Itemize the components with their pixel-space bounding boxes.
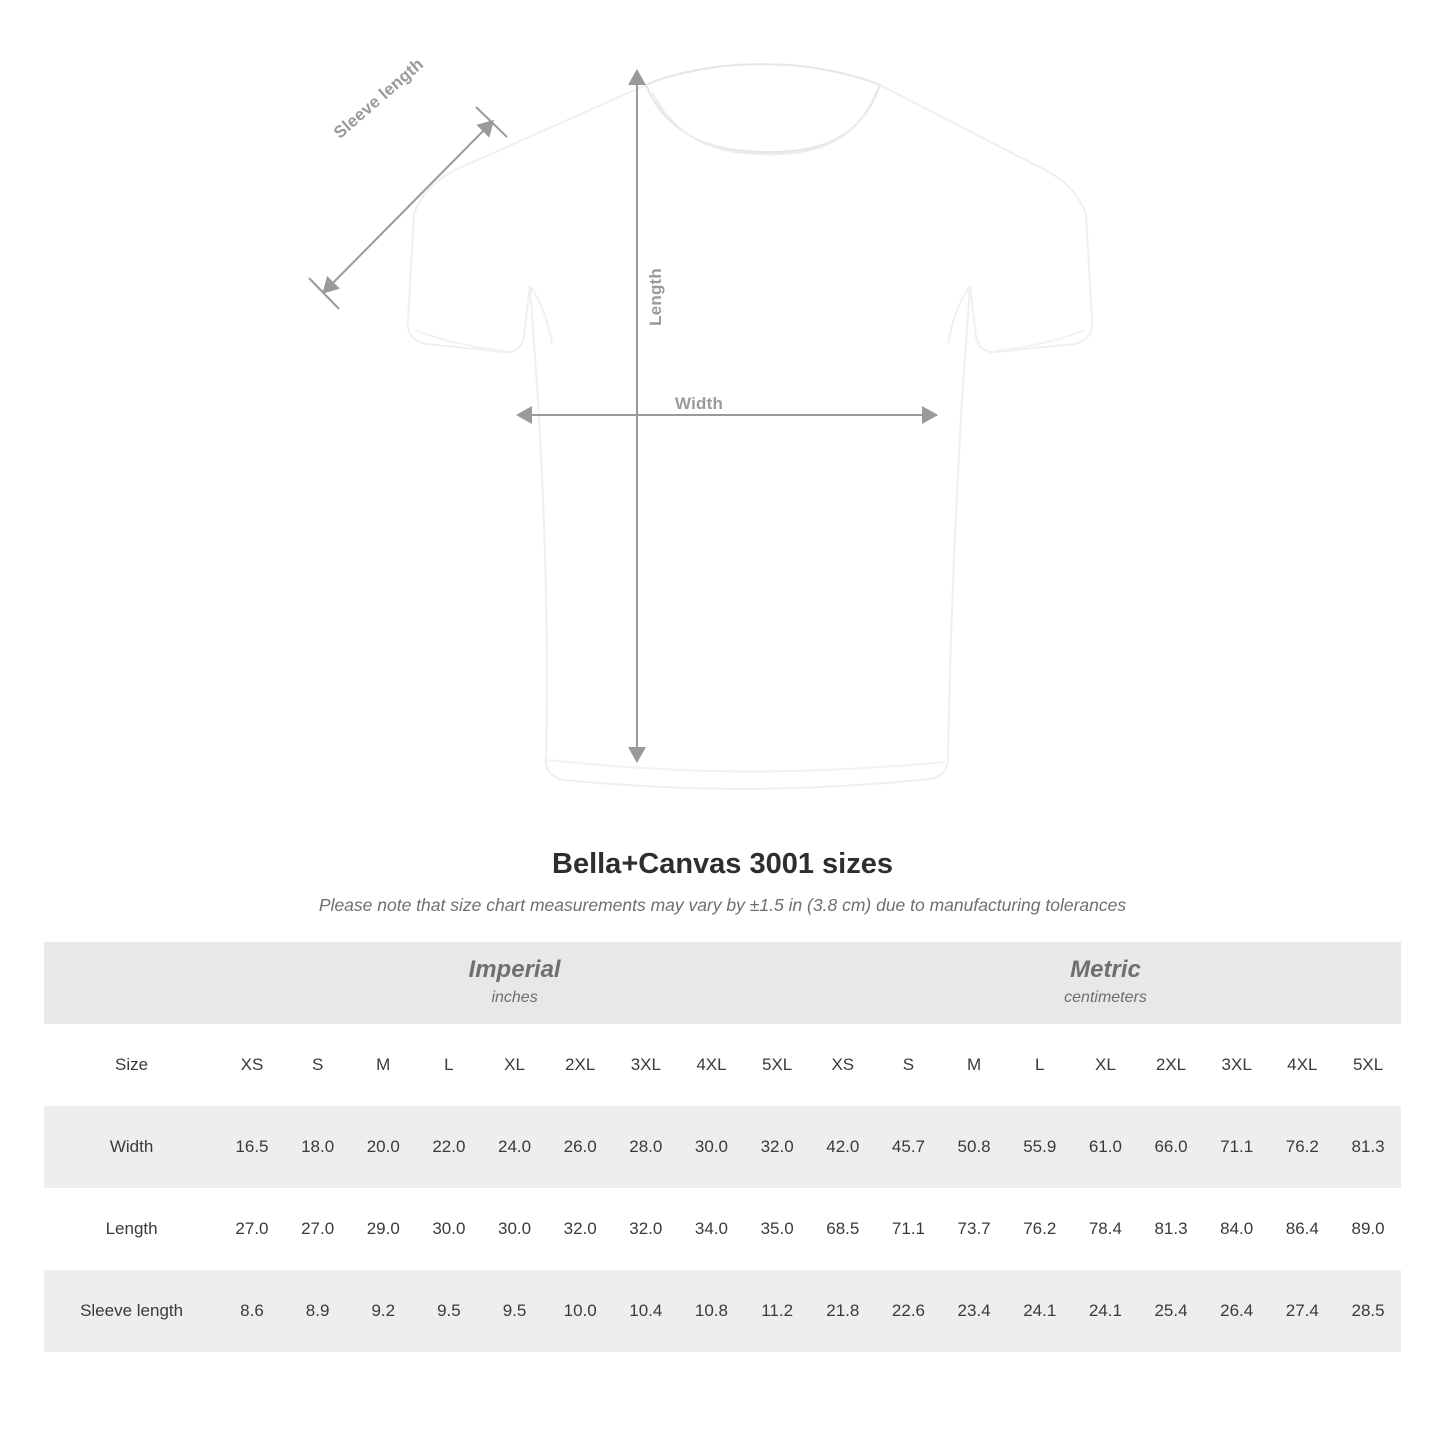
length-val-1: 27.0 [285, 1188, 351, 1270]
size-row-label: Size [44, 1024, 219, 1106]
imperial-unit: inches [491, 989, 538, 1007]
width-val-9: 42.0 [810, 1106, 876, 1188]
row-label-length: Length [44, 1188, 219, 1270]
width-val-1: 18.0 [285, 1106, 351, 1188]
width-val-7: 30.0 [679, 1106, 745, 1188]
size-col-4: XL [482, 1024, 548, 1106]
sleeve-val-1: 8.9 [285, 1270, 351, 1352]
sleeve-val-15: 26.4 [1204, 1270, 1270, 1352]
sleeve-val-12: 24.1 [1007, 1270, 1073, 1352]
size-col-6: 3XL [613, 1024, 679, 1106]
width-val-14: 66.0 [1138, 1106, 1204, 1188]
width-val-15: 71.1 [1204, 1106, 1270, 1188]
sleeve-val-3: 9.5 [416, 1270, 482, 1352]
size-col-2: M [350, 1024, 416, 1106]
length-val-11: 73.7 [941, 1188, 1007, 1270]
size-col-14: 2XL [1138, 1024, 1204, 1106]
length-val-2: 29.0 [350, 1188, 416, 1270]
length-val-6: 32.0 [613, 1188, 679, 1270]
size-col-15: 3XL [1204, 1024, 1270, 1106]
sleeve-val-11: 23.4 [941, 1270, 1007, 1352]
width-val-3: 22.0 [416, 1106, 482, 1188]
length-val-8: 35.0 [744, 1188, 810, 1270]
unit-header-imperial [219, 942, 810, 1024]
chart-tolerance-note: Please note that size chart measurements may vary by ±1.5 in (3.8 cm) due to manufacturing tolerances [318, 895, 1127, 915]
table-row [44, 1270, 1401, 1352]
imperial-label: Imperial [468, 956, 561, 984]
length-val-14: 81.3 [1138, 1188, 1204, 1270]
unit-header-row [44, 942, 1401, 1024]
width-val-10: 45.7 [876, 1106, 942, 1188]
length-val-16: 86.4 [1269, 1188, 1335, 1270]
size-col-1: S [285, 1024, 351, 1106]
size-col-16: 4XL [1269, 1024, 1335, 1106]
length-val-15: 84.0 [1204, 1188, 1270, 1270]
width-val-8: 32.0 [744, 1106, 810, 1188]
length-dimension-label: Length [646, 268, 665, 326]
sleeve-val-14: 25.4 [1138, 1270, 1204, 1352]
chart-heading [0, 848, 1445, 916]
unit-header-spacer [44, 942, 219, 1024]
metric-unit: centimeters [1064, 989, 1147, 1007]
width-val-4: 24.0 [482, 1106, 548, 1188]
sleeve-val-16: 27.4 [1269, 1270, 1335, 1352]
width-val-0: 16.5 [219, 1106, 285, 1188]
size-col-10: S [876, 1024, 942, 1106]
sleeve-val-5: 10.0 [547, 1270, 613, 1352]
row-label-sleeve-length: Sleeve length [44, 1270, 219, 1352]
length-val-3: 30.0 [416, 1188, 482, 1270]
size-col-8: 5XL [744, 1024, 810, 1106]
sleeve-val-13: 24.1 [1073, 1270, 1139, 1352]
sleeve-val-8: 11.2 [744, 1270, 810, 1352]
length-val-9: 68.5 [810, 1188, 876, 1270]
table-row [44, 1188, 1401, 1270]
sleeve-val-6: 10.4 [613, 1270, 679, 1352]
width-val-17: 81.3 [1335, 1106, 1401, 1188]
width-val-13: 61.0 [1073, 1106, 1139, 1188]
sleeve-val-17: 28.5 [1335, 1270, 1401, 1352]
metric-label: Metric [1070, 956, 1141, 984]
width-val-16: 76.2 [1269, 1106, 1335, 1188]
row-label-width: Width [44, 1106, 219, 1188]
width-val-11: 50.8 [941, 1106, 1007, 1188]
size-col-17: 5XL [1335, 1024, 1401, 1106]
sleeve-val-9: 21.8 [810, 1270, 876, 1352]
size-col-3: L [416, 1024, 482, 1106]
sleeve-val-4: 9.5 [482, 1270, 548, 1352]
sleeve-val-10: 22.6 [876, 1270, 942, 1352]
width-val-6: 28.0 [613, 1106, 679, 1188]
size-header-row [44, 1024, 1401, 1106]
size-col-0: XS [219, 1024, 285, 1106]
length-val-0: 27.0 [219, 1188, 285, 1270]
width-val-2: 20.0 [350, 1106, 416, 1188]
unit-header-metric [810, 942, 1401, 1024]
size-col-7: 4XL [679, 1024, 745, 1106]
size-table [44, 942, 1401, 1352]
sleeve-val-0: 8.6 [219, 1270, 285, 1352]
width-dimension-label: Width [675, 394, 724, 413]
size-col-11: M [941, 1024, 1007, 1106]
sleeve-val-7: 10.8 [679, 1270, 745, 1352]
length-val-13: 78.4 [1073, 1188, 1139, 1270]
width-val-12: 55.9 [1007, 1106, 1073, 1188]
size-col-5: 2XL [547, 1024, 613, 1106]
chart-title: Bella+Canvas 3001 sizes [552, 848, 893, 880]
sleeve-length-dimension-label: Sleeve length [330, 54, 428, 143]
sleeve-val-2: 9.2 [350, 1270, 416, 1352]
size-col-13: XL [1073, 1024, 1139, 1106]
size-table-wrapper [44, 942, 1401, 1352]
width-val-5: 26.0 [547, 1106, 613, 1188]
length-val-4: 30.0 [482, 1188, 548, 1270]
length-val-12: 76.2 [1007, 1188, 1073, 1270]
length-val-5: 32.0 [547, 1188, 613, 1270]
length-val-10: 71.1 [876, 1188, 942, 1270]
size-col-12: L [1007, 1024, 1073, 1106]
length-val-7: 34.0 [679, 1188, 745, 1270]
length-val-17: 89.0 [1335, 1188, 1401, 1270]
size-col-9: XS [810, 1024, 876, 1106]
table-row [44, 1106, 1401, 1188]
